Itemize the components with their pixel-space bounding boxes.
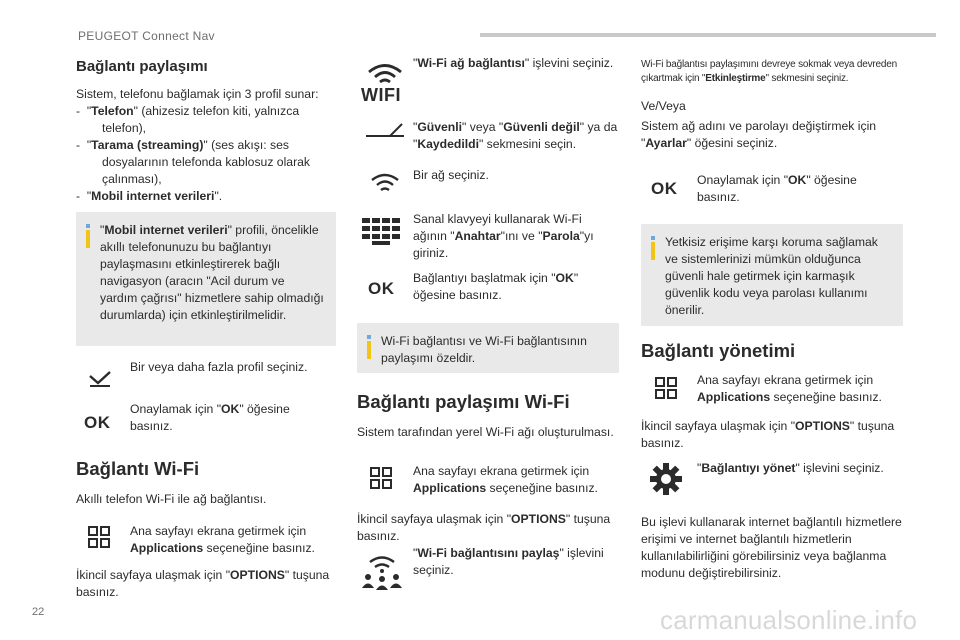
- gear-icon: [650, 463, 682, 495]
- apps-grid-icon: [88, 526, 110, 548]
- wifi-sharing-intro: Sistem tarafından yerel Wi-Fi ağı oluşturulması.: [357, 425, 614, 439]
- step-select-network: Bir ağ seçiniz.: [413, 168, 489, 182]
- step-open-home: Ana sayfayı ekrana getirmek için Applications seçeneğine basınız.: [413, 464, 598, 495]
- note-activation: Wi-Fi bağlantısı paylaşımını devreye sokmak veya devreden çıkartmak için "Etkinleştirme" sekmesini seçiniz.: [641, 59, 897, 84]
- step-options: İkincil sayfaya ulaşmak için "OPTIONS" tuşuna basınız.: [641, 419, 895, 450]
- info-box-mobile-data: [76, 212, 336, 346]
- info-text: Yetkisiz erişime karşı koruma sağlamak ve sistemlerinizi mümkün olduğunca güvenli hale getirmek için karmaşık güvenlik kodu veya parolası kullanımı önerilir.: [665, 235, 878, 317]
- apps-grid-icon: [370, 467, 392, 489]
- wifi-signal-icon: [370, 172, 400, 196]
- bullet-mobile-data: - "Mobil internet verileri".: [76, 189, 223, 203]
- wifi-hotspot-icon: [362, 554, 402, 592]
- step-confirm-ok: Onaylamak için "OK" öğesine basınız.: [130, 402, 290, 433]
- info-icon: [651, 236, 655, 260]
- info-icon: [367, 335, 371, 359]
- step-select-profile: Bir veya daha fazla profil seçiniz.: [130, 360, 308, 374]
- section-heading-connection-sharing: Bağlantı paylaşımı: [76, 58, 208, 75]
- step-start-connection: Bağlantıyı başlatmak için "OK" öğesine basınız.: [413, 271, 579, 302]
- step-secure-tab: "Güvenli" veya "Güvenli değil" ya da "Kaydedildi" sekmesini seçin.: [413, 120, 618, 151]
- bullet-streaming: - "Tarama (streaming)" (ses akışı: ses dosyalarının telefonda kablosuz olarak çalınması),: [76, 138, 310, 186]
- step-open-home: Ana sayfayı ekrana getirmek için Applications seçeneğine basınız.: [130, 524, 315, 555]
- tab-selection-icon: [364, 122, 406, 138]
- step-confirm-ok: Onaylamak için "OK" öğesine basınız.: [697, 173, 857, 204]
- step-share-wifi: "Wi-Fi bağlantısını paylaş" işlevini seçiniz.: [413, 546, 604, 577]
- info-text: "Mobil internet verileri" profili, öncelikle akıllı telefonunuzu bu bağlantıyı paylaşmasını etkinleştirerek bağlı navigasyon (aracın "Acil durum ve yardım çağrısı" hizmetlere sahip olmadığı durumlarda) için etkinleştirilmelidir.: [100, 223, 324, 322]
- info-box-wifi-private: [357, 323, 619, 373]
- apps-grid-icon: [655, 377, 677, 399]
- step-settings: Sistem ağ adını ve parolayı değiştirmek için "Ayarlar" öğesini seçiniz.: [641, 119, 877, 150]
- closing-text: Bu işlevi kullanarak internet bağlantılı hizmetlere erişimi ve internet bağlantılı hizmetlerin kullanılabilirliğini görebilirsiniz veya bağlanma modunu değiştirebilirsiniz.: [641, 515, 902, 580]
- page-number: 22: [32, 606, 45, 618]
- intro-text: [76, 86, 341, 205]
- watermark-text: carmanualsonline.info: [660, 605, 918, 635]
- checkmark-icon: [88, 370, 114, 388]
- wifi-intro: Akıllı telefon Wi-Fi ile ağ bağlantısı.: [76, 492, 267, 506]
- bullet-phone: - "Telefon" (ahizesiz telefon kiti, yalnızca telefon),: [76, 104, 300, 135]
- step-options: İkincil sayfaya ulaşmak için "OPTIONS" tuşuna basınız.: [76, 568, 330, 599]
- info-text: Wi-Fi bağlantısı ve Wi-Fi bağlantısının paylaşımı özeldir.: [381, 334, 587, 365]
- info-box-security: [641, 224, 903, 326]
- step-manage-connection: "Bağlantıyı yönet" işlevini seçiniz.: [697, 461, 884, 475]
- step-options: İkincil sayfaya ulaşmak için "OPTIONS" tuşuna basınız.: [357, 512, 611, 543]
- step-keyboard-entry: Sanal klavyeyi kullanarak Wi-Fi ağının "Anahtar"ını ve "Parola"yı giriniz.: [413, 212, 594, 260]
- ok-icon: OK: [84, 413, 111, 432]
- section-heading-connection-management: Bağlantı yönetimi: [641, 340, 796, 361]
- header-divider: [480, 33, 936, 37]
- step-wifi-network: "Wi-Fi ağ bağlantısı" işlevini seçiniz.: [413, 56, 614, 70]
- intro-line: Sistem, telefonu bağlamak için 3 profil sunar:: [76, 87, 319, 101]
- or-text: Ve/Veya: [641, 99, 686, 113]
- step-open-home: Ana sayfayı ekrana getirmek için Applications seçeneğine basınız.: [697, 373, 882, 404]
- ok-icon: OK: [368, 279, 395, 298]
- keyboard-icon: [362, 218, 402, 246]
- header-title: PEUGEOT Connect Nav: [78, 29, 215, 43]
- wifi-label: WIFI: [361, 85, 401, 105]
- section-heading-wifi: Bağlantı Wi-Fi: [76, 458, 200, 479]
- section-heading-wifi-sharing: Bağlantı paylaşımı Wi-Fi: [357, 391, 570, 412]
- info-icon: [86, 224, 90, 248]
- ok-icon: OK: [651, 179, 678, 198]
